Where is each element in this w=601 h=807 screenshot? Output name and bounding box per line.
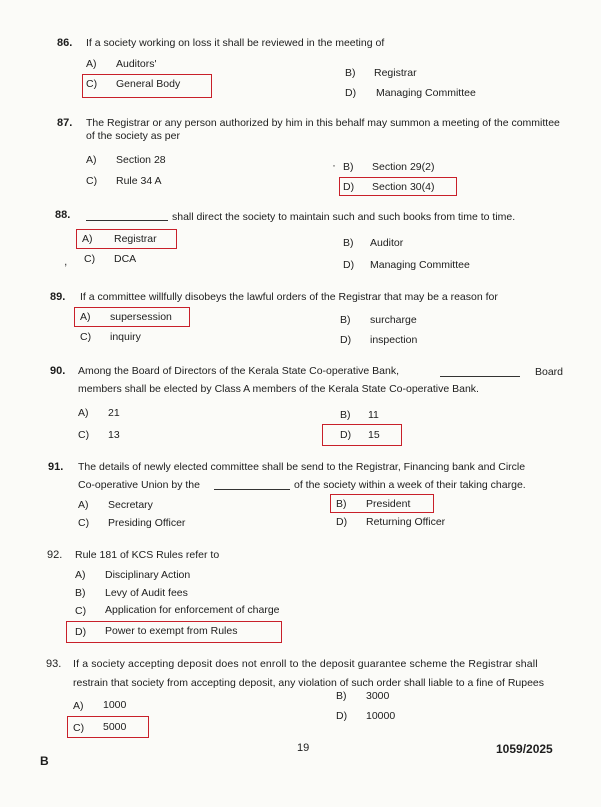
option-letter: B) (343, 237, 354, 249)
option-letter: C) (86, 175, 98, 187)
option-text: Registrar (114, 233, 157, 245)
answer-mark-box (339, 177, 457, 196)
question-number: 87. (57, 117, 73, 129)
option-text: 1000 (103, 699, 127, 711)
option-text: President (366, 498, 411, 510)
option-text: DCA (114, 253, 137, 265)
answer-mark-box (66, 621, 282, 643)
option-text: Rule 34 A (116, 175, 162, 187)
option-text: 10000 (366, 710, 396, 722)
answer-blank (86, 211, 168, 221)
question-text: of the society within a week of their taking charge. (294, 479, 526, 491)
option-text: Managing Committee (376, 87, 476, 99)
option-text: Managing Committee (370, 259, 470, 271)
option-letter: A) (86, 154, 97, 166)
option-letter: C) (86, 78, 98, 90)
option-letter: D) (343, 259, 355, 271)
question-number: 89. (50, 291, 66, 303)
option-letter: B) (340, 409, 351, 421)
option-letter: B) (336, 690, 347, 702)
option-text: General Body (116, 78, 181, 90)
option-text: 3000 (366, 690, 390, 702)
question-text: The details of newly elected committee shall be send to the Registrar, Financing bank and Circle (78, 461, 526, 473)
option-letter: A) (75, 569, 86, 581)
stray-mark: · (332, 158, 336, 172)
question-text: Rule 181 of KCS Rules refer to (75, 549, 220, 561)
question-number: 86. (57, 37, 73, 49)
option-text: Returning Officer (366, 516, 446, 528)
option-text: Power to exempt from Rules (105, 625, 238, 637)
option-letter: D) (345, 87, 357, 99)
option-text: Section 28 (116, 154, 166, 166)
option-text: inquiry (110, 331, 141, 343)
option-text: 5000 (103, 721, 127, 733)
question-text: restrain that society from accepting deposit, any violation of such order shall liable to a fine of Rupees (73, 677, 545, 689)
option-letter: A) (78, 499, 89, 511)
option-letter: B) (343, 161, 354, 173)
answer-mark-box (322, 424, 402, 446)
answer-mark-box (74, 307, 190, 327)
option-letter: A) (80, 311, 91, 323)
option-text: inspection (370, 334, 418, 346)
option-letter: B) (336, 498, 347, 510)
question-text: members shall be elected by Class A members of the Kerala State Co-operative Bank. (78, 383, 479, 395)
option-letter: D) (336, 516, 348, 528)
option-text: Section 29(2) (372, 161, 435, 173)
series-label: B (40, 754, 49, 768)
question-text: shall direct the society to maintain such and such books from time to time. (172, 211, 516, 223)
option-text: 13 (108, 429, 120, 441)
question-text: If a committee willfully disobeys the lawful orders of the Registrar that may be a reason for (80, 291, 498, 303)
option-letter: D) (340, 429, 352, 441)
question-text: If a society accepting deposit does not enroll to the deposit guarantee scheme the Registrar shall (73, 658, 538, 670)
question-text: Board (535, 366, 564, 378)
option-letter: D) (343, 181, 355, 193)
question-text: Co-operative Union by the (78, 479, 200, 491)
option-text: 11 (368, 409, 379, 421)
question-text: Among the Board of Directors of the Kerala State Co-operative Bank, (78, 365, 400, 377)
option-letter: C) (78, 429, 90, 441)
question-number: 90. (50, 365, 66, 377)
answer-blank (440, 367, 520, 377)
option-letter: A) (82, 233, 93, 245)
question-text: of the society as per (86, 130, 180, 142)
option-letter: D) (75, 626, 87, 638)
option-letter: C) (78, 517, 90, 529)
option-letter: C) (75, 605, 87, 617)
answer-mark-box (67, 716, 149, 738)
paper-code: 1059/2025 (496, 742, 553, 756)
option-text: Application for enforcement of charge (105, 604, 280, 616)
option-letter: A) (78, 407, 89, 419)
option-letter: B) (75, 587, 86, 599)
option-text: Presiding Officer (108, 517, 186, 529)
question-number: 91. (48, 461, 64, 473)
option-text: Secretary (108, 499, 153, 511)
option-text: Registrar (374, 67, 417, 79)
option-text: 15 (368, 429, 380, 441)
option-text: 21 (108, 407, 120, 419)
option-text: Section 30(4) (372, 181, 435, 193)
option-text: Auditor (370, 237, 404, 249)
option-letter: B) (340, 314, 351, 326)
stray-mark: , (64, 254, 68, 268)
option-letter: A) (86, 58, 97, 70)
question-text: If a society working on loss it shall be reviewed in the meeting of (86, 37, 385, 49)
option-letter: B) (345, 67, 356, 79)
option-text: Auditors' (116, 58, 157, 70)
option-text: surcharge (370, 314, 417, 326)
answer-blank (214, 480, 290, 490)
answer-mark-box (330, 494, 434, 513)
question-text: The Registrar or any person authorized by him in this behalf may summon a meeting of the committee (86, 117, 560, 129)
option-letter: A) (73, 700, 84, 712)
option-letter: D) (340, 334, 352, 346)
option-text: supersession (110, 311, 172, 323)
answer-mark-box (82, 74, 212, 98)
option-letter: C) (84, 253, 96, 265)
option-letter: D) (336, 710, 348, 722)
page-number: 19 (297, 742, 310, 754)
answer-mark-box (76, 229, 177, 249)
question-number: 92. (47, 549, 63, 561)
option-letter: C) (73, 722, 85, 734)
option-letter: C) (80, 331, 92, 343)
question-number: 88. (55, 209, 71, 221)
option-text: Disciplinary Action (105, 569, 191, 581)
question-number: 93. (46, 658, 62, 670)
option-text: Levy of Audit fees (105, 587, 188, 599)
